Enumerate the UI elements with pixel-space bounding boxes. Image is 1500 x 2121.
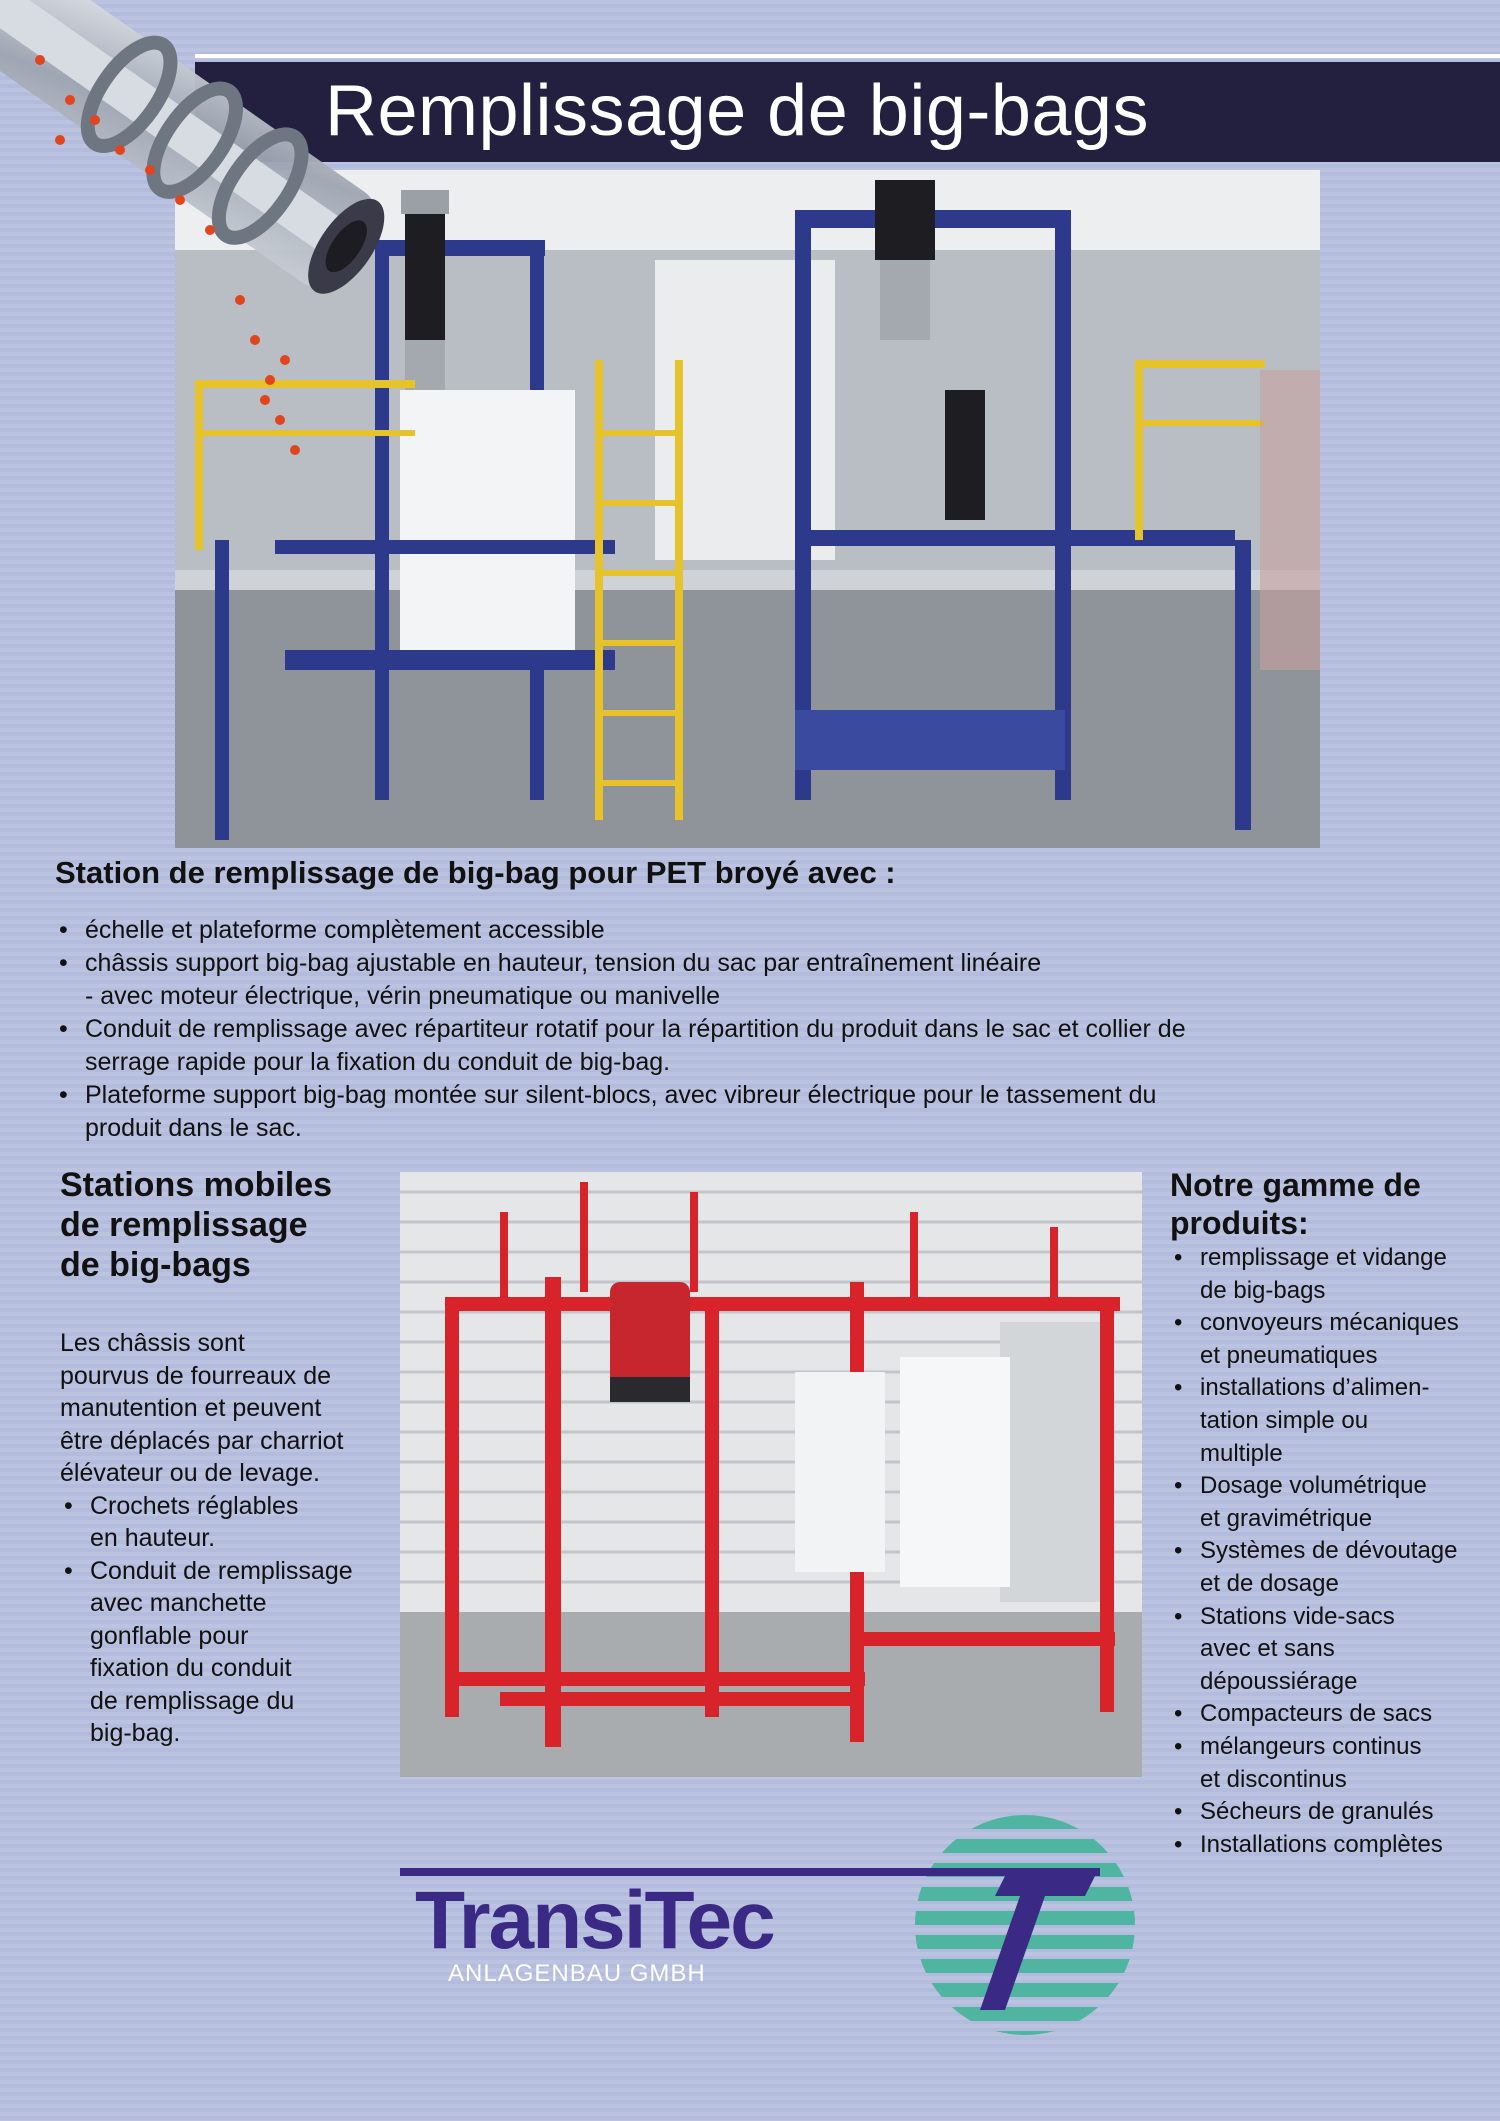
- products-list: [1170, 1242, 1490, 1861]
- feature-item: • Plateforme support big-bag montée sur silent-blocs, avec vibreur électrique pour le tassement du produit dans le sac.: [55, 1079, 1345, 1145]
- products-heading: Notre gamme de produits:: [1170, 1167, 1421, 1241]
- list-item: • Installations complètes: [1170, 1829, 1490, 1862]
- list-item: • Conduit de remplissage avec manchette gonflable pour fixation du conduit de remplissage du big-bag.: [60, 1555, 400, 1750]
- list-item: • convoyeurs mécaniques et pneumatiques: [1170, 1307, 1490, 1372]
- list-item: • Compacteurs de sacs: [1170, 1698, 1490, 1731]
- list-item: • Dosage volumétrique et gravimétrique: [1170, 1470, 1490, 1535]
- mobile-stations-intro: Les châssis sont pourvus de fourreaux de manutention et peuvent être déplacés par charriot élévateur ou de levage.: [60, 1329, 344, 1487]
- feature-item: • châssis support big-bag ajustable en hauteur, tension du sac par entraînement linéaire - avec moteur électrique, vérin pneumatique ou manivelle: [55, 947, 1345, 1013]
- products-column: [1170, 1166, 1490, 1861]
- mobile-stations-heading: Stations mobiles de remplissage de big-bags: [60, 1166, 333, 1284]
- list-item: • Sécheurs de granulés: [1170, 1796, 1490, 1829]
- feature-item: • Conduit de remplissage avec répartiteur rotatif pour la répartition du produit dans le sac et collier de serrage rapide pour la fixation du conduit de big-bag.: [55, 1013, 1345, 1079]
- page-title: Remplissage de big-bags: [325, 71, 1149, 151]
- screw-conveyor-graphic: [0, 0, 410, 470]
- list-item: • mélangeurs continus et discontinus: [1170, 1731, 1490, 1796]
- list-item: • remplissage et vidange de big-bags: [1170, 1242, 1490, 1307]
- list-item: • Stations vide-sacs avec et sans dépoussiérage: [1170, 1601, 1490, 1699]
- section-heading: Station de remplissage de big-bag pour PET broyé avec :: [55, 855, 896, 890]
- feature-list: [55, 914, 1345, 1145]
- mobile-stations-list: [60, 1490, 400, 1750]
- svg-text:TransiTec: TransiTec: [415, 1875, 774, 1966]
- list-item: • installations d’alimen- tation simple ou multiple: [1170, 1372, 1490, 1470]
- mobile-stations-column: [60, 1165, 400, 1750]
- list-item: • Crochets réglables en hauteur.: [60, 1490, 400, 1555]
- logo-subtitle: ANLAGENBAU GMBH: [448, 1960, 706, 1987]
- feature-item: • échelle et plateforme complètement accessible: [55, 914, 1345, 947]
- mobile-stations-photo: [400, 1172, 1142, 1777]
- list-item: • Systèmes de dévoutage et de dosage: [1170, 1535, 1490, 1600]
- transitec-logo: [395, 1800, 1155, 2050]
